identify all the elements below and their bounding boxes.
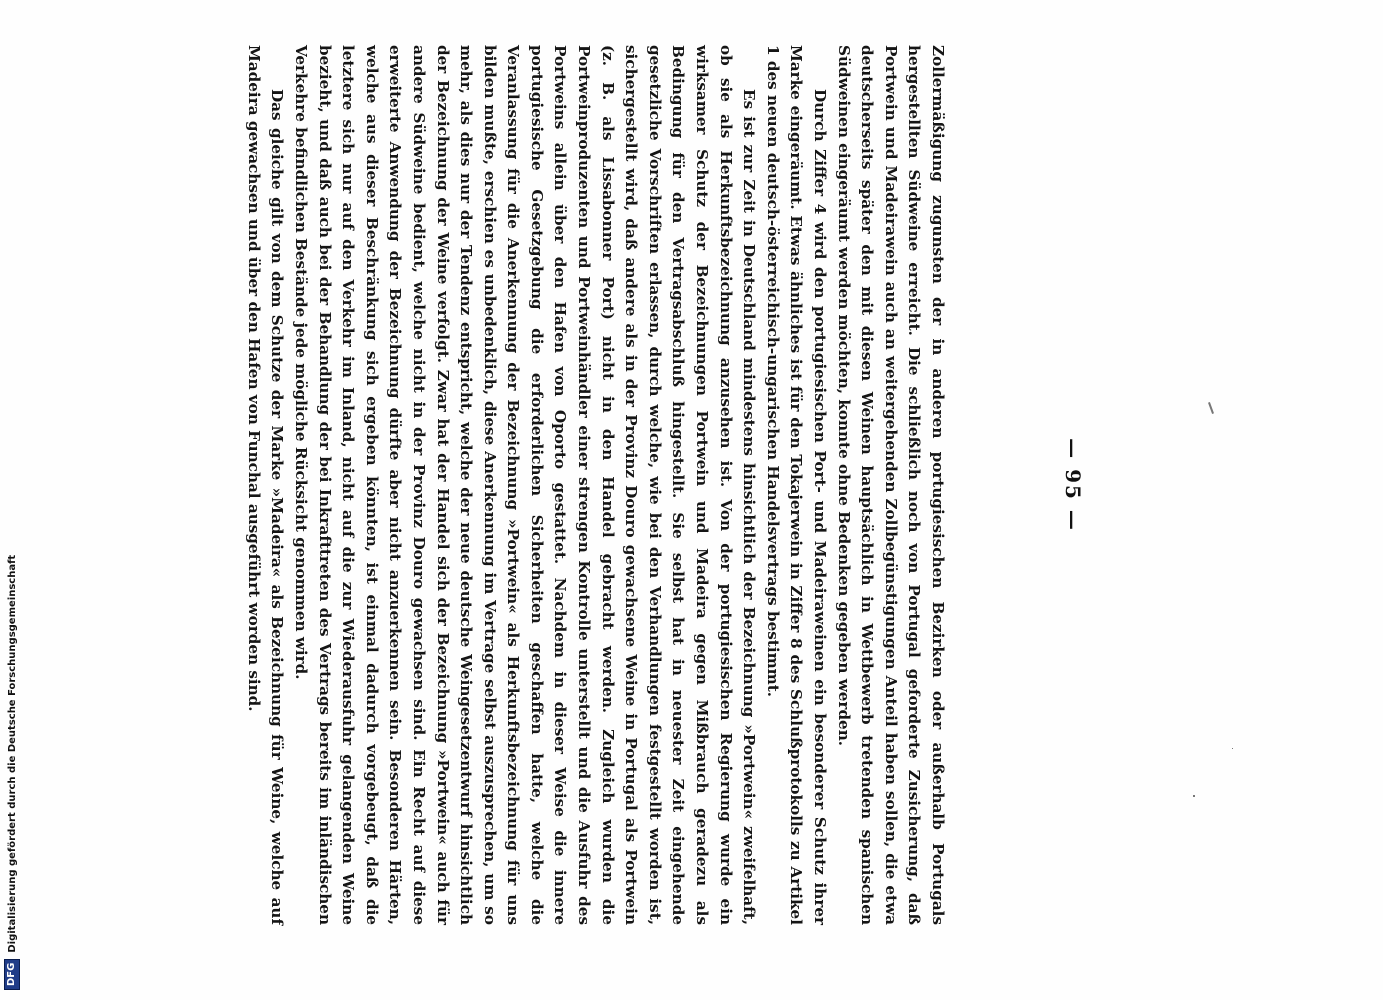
footer-rotated	[4, 554, 20, 990]
scan-speck	[1193, 795, 1195, 797]
body-text	[241, 45, 949, 925]
scan-speck	[1232, 748, 1233, 749]
rotated-text-block	[185, 45, 1085, 925]
footer-credit: Digitalisierung gefördert durch die Deutsche Forschungsgemeinschaft	[6, 554, 18, 953]
page-number: — 95 —	[1061, 438, 1085, 532]
paragraph: Durch Ziffer 4 wird den portugiesischen Port- und Madeiraweinen ein besonderer Schutz ihrer Marke eingeräumt. Etwas ähnliches ist für den Tokajerwein in Ziffer 8 des Schlußprotokolls zu Artikel 1 des neuen deutsch-österreichisch-ungarischen Handelsvertrags bestimmt.	[763, 45, 830, 925]
paragraph: Es ist zur Zeit in Deutschland mindestens hinsichtlich der Bezeichnung »Portwein« zweifelhaft, ob sie als Herkunftsbezeichnung anzusehen ist. Von der portugiesischen Regierung wurde ein wirksamer Schutz der Bezeichnungen Portwein und Madeira gegen Mißbrauch geradezu als Bedingung für den Vertragsabschluß hingestellt. Sie selbst hat in neuester Zeit eingehende gesetzliche Vorschriften erlassen, durch welche, wie bei den Verhandlungen festgestellt worden ist, sichergestellt wird, daß andere als in der Provinz Douro gewachsene Weine in Portugal als Portwein (z. B. als Lissabonner Port) nicht in den Handel gebracht werden. Zugleich wurden die Portweinproduzenten und Portweinhändler einer strengen Kontrolle unterstellt und die Ausfuhr des Portweins allein über den Hafen von Oporto gestattet. Nachdem in dieser Weise die innere portugiesische Gesetzgebung die erforderlichen Sicherheiten geschaffen hatte, welche die Veranlassung für die Anerkennung der Bezeichnung »Portwein« als Herkunftsbezeichnung für uns bilden mußte, erschien es unbedenklich, diese Anerkennung im Vertrage selbst auszusprechen, um so mehr, als dies nur der Tendenz entspricht, welche der neue deutsche Weingesetzentwurf hinsichtlich der Bezeichnung der Weine verfolgt. Zwar hat der Handel sich der Bezeichnung »Portwein« auch für andere Südweine bedient, welche nicht in der Provinz Douro gewachsen sind. Ein Recht auf diese erweiterte Anwendung der Bezeichnung dürfte aber nicht anzuerkennen sein. Besonderen Härten, welche aus dieser Beschränkung sich ergeben könnten, ist einmal dadurch vorgebeugt, daß die letztere sich nur auf den Verkehr im Inland, nicht auf die zur Wiederausfuhr gelangenden Weine bezieht, und daß auch bei der Behandlung der bei Inkrafttreten des Vertrags bereits im inländischen Verkehre befindlichen Bestände jede mögliche Rücksicht genommen wird.	[291, 45, 759, 925]
paragraph: Zollermäßigung zugunsten der in anderen portugiesischen Bezirken oder außerhalb Portugals hergestellten Südweine erreicht. Die schließlich noch von Portugal geforderte Zusicherung, daß Portwein und Madeirawein auch an weitergehenden Zollbegünstigungen Anteil haben sollen, die etwa deutscherseits später den mit diesen Weinen hauptsächlich in Wettbewerb tretenden spanischen Südweinen eingeräumt werden möchten, konnte ohne Bedenken gegeben werden.	[834, 45, 947, 925]
digitization-footer	[0, 0, 30, 1000]
scan-speck	[1208, 402, 1214, 414]
page-content	[185, 45, 1085, 945]
paragraph: Das gleiche gilt von dem Schutze der Marke »Madeira« als Bezeichnung für Weine, welche auf Madeira gewachsen und über den Hafen von Funchal ausgeführt worden sind.	[244, 45, 287, 925]
dfg-logo: DFG	[4, 959, 20, 990]
